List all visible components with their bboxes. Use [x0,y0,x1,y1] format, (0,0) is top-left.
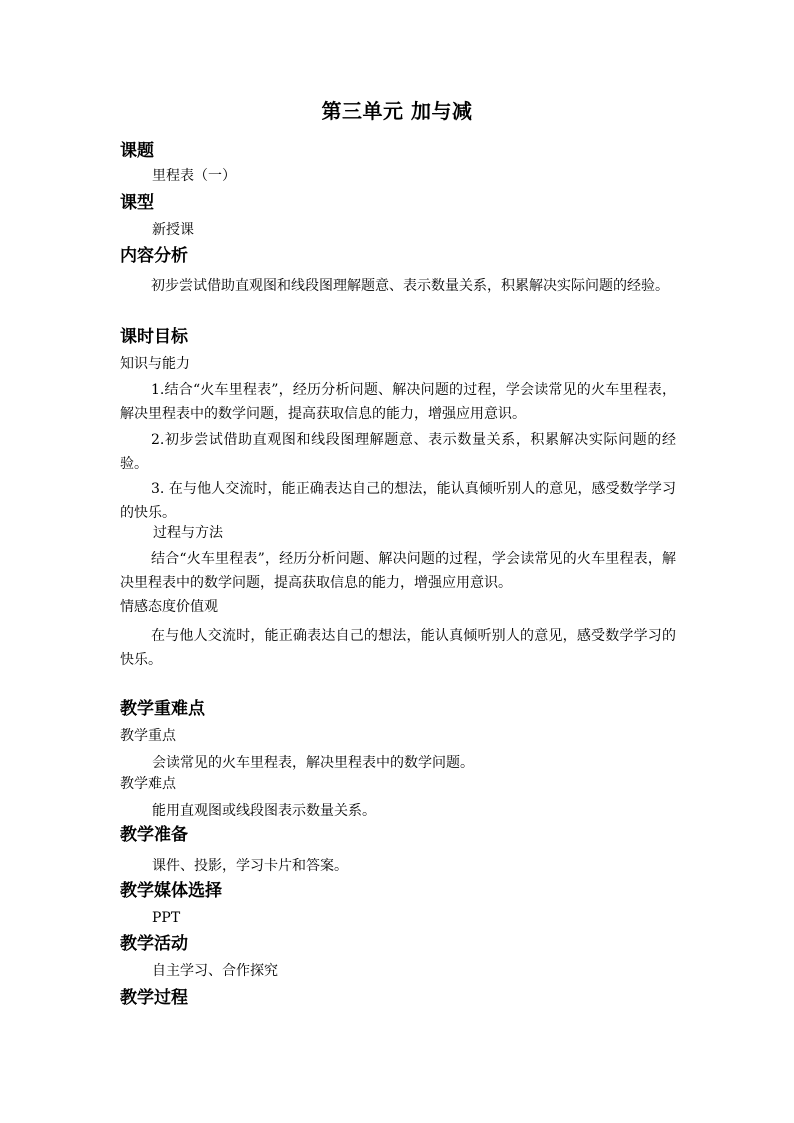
topic-text: 里程表（一） [152,168,236,184]
objective-item-1: 1.结合“火车里程表”，经历分析问题、解决问题的过程，学会读常见的火车里程表，解决里程表中的数学问题，提高获取信息的能力，增强应用意识。 [120,382,676,422]
heading-keypoints: 教学重难点 [120,699,205,719]
activity-text: 自主学习、合作探究 [152,963,278,979]
key-text: 会读常见的火车里程表，解决里程表中的数学问题。 [152,755,474,771]
label-emotion: 情感态度价值观 [120,599,218,615]
heading-activity: 教学活动 [120,934,188,954]
label-process: 过程与方法 [153,525,223,541]
media-text: PPT [152,910,181,926]
analysis-paragraph: 初步尝试借助直观图和线段图理解题意、表示数量关系，积累解决实际问题的经验。 [151,278,669,294]
heading-objectives: 课时目标 [120,327,188,347]
label-difficult: 教学难点 [120,776,176,792]
emotion-paragraph: 在与他人交流时，能正确表达自己的想法，能认真倾听别人的意见，感受数学学习的快乐。 [120,628,676,668]
heading-teaching-process: 教学过程 [120,988,188,1008]
objective-item-2: 2.初步尝试借助直观图和线段图理解题意、表示数量关系，积累解决实际问题的经验。 [120,432,676,472]
heading-media: 教学媒体选择 [120,881,222,901]
heading-preparation: 教学准备 [120,825,188,845]
heading-type: 课型 [120,193,154,213]
objective-item-3: 3. 在与他人交流时，能正确表达自己的想法，能认真倾听别人的意见，感受数学学习的快乐。 [120,481,676,521]
page-title: 第三单元 加与减 [321,99,473,123]
difficult-text: 能用直观图或线段图表示数量关系。 [152,803,376,819]
type-text: 新授课 [152,222,194,238]
heading-topic: 课题 [120,141,154,161]
process-paragraph: 结合“火车里程表”，经历分析问题、解决问题的过程，学会读常见的火车里程表，解决里程表中的数学问题，提高获取信息的能力，增强应用意识。 [120,551,676,591]
heading-analysis: 内容分析 [120,246,188,266]
label-knowledge: 知识与能力 [120,356,190,372]
label-key: 教学重点 [120,728,176,744]
preparation-text: 课件、投影，学习卡片和答案。 [152,858,348,874]
